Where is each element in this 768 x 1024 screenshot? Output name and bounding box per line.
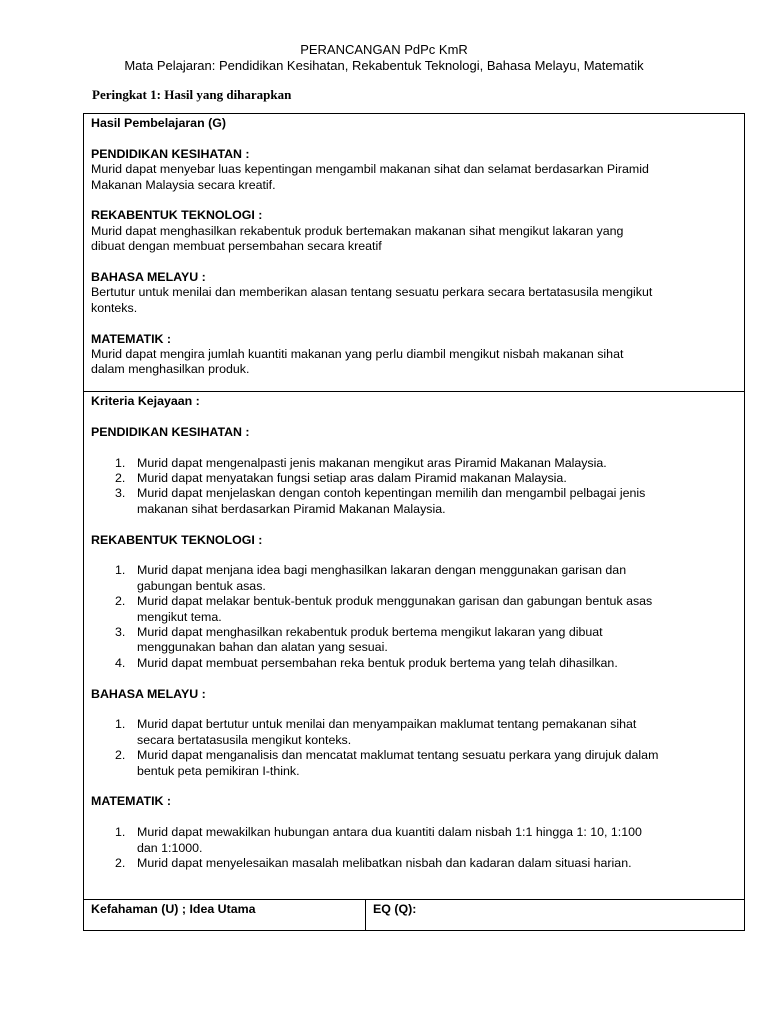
list-item-text: gabungan bentuk asas. — [137, 578, 266, 593]
lo-text-line: Makanan Malaysia secara kreatif. — [91, 177, 276, 192]
lo-text-line: Murid dapat menghasilkan rekabentuk produk bertemakan makanan sihat mengikut lakaran yang — [91, 223, 624, 238]
sc-list-bahasa-melayu — [91, 717, 738, 779]
eq-label: EQ (Q): — [373, 902, 417, 916]
understanding-label: Kefahaman (U) ; Idea Utama — [91, 902, 256, 916]
list-item — [91, 625, 738, 656]
list-item — [91, 717, 738, 748]
success-criteria-box — [83, 391, 745, 900]
list-number: 2. — [115, 594, 126, 609]
lo-heading-bahasa-melayu: BAHASA MELAYU : — [91, 270, 206, 285]
list-item — [91, 563, 738, 594]
lo-text-line: dibuat dengan membuat persembahan secara kreatif — [91, 239, 382, 254]
list-number: 4. — [115, 655, 126, 670]
list-item-text: Murid dapat menyelesaikan masalah melibatkan nisbah dan kadaran dalam situasi harian. — [137, 856, 632, 871]
lo-text-line: konteks. — [91, 300, 138, 315]
understanding-eq-row — [83, 899, 745, 931]
list-item-text: makanan sihat berdasarkan Piramid Makanan Malaysia. — [137, 501, 446, 516]
understanding-cell — [84, 900, 366, 930]
lo-text-line: Murid dapat mengira jumlah kuantiti makanan yang perlu diambil mengikut nisbah makanan sihat — [91, 347, 624, 362]
list-number: 2. — [115, 748, 126, 763]
subjects-line: Mata Pelajaran: Pendidikan Kesihatan, Rekabentuk Teknologi, Bahasa Melayu, Matematik — [124, 58, 644, 73]
list-number: 1. — [115, 455, 126, 470]
lo-text-line: Murid dapat menyebar luas kepentingan mengambil makanan sihat dan selamat berdasarkan Piramid — [91, 162, 649, 177]
sc-heading-rekabentuk-teknologi: REKABENTUK TEKNOLOGI : — [91, 532, 263, 547]
list-item — [91, 594, 738, 625]
list-number: 2. — [115, 471, 126, 485]
list-item-text: secara bertatasusila mengikut konteks. — [137, 732, 352, 747]
learning-outcomes-title: Hasil Pembelajaran (G) — [91, 116, 226, 130]
list-item-text: mengikut tema. — [137, 609, 222, 624]
list-item — [91, 471, 738, 486]
lo-heading-pendidikan-kesihatan: PENDIDIKAN KESIHATAN : — [91, 146, 250, 161]
list-number: 3. — [115, 486, 126, 501]
list-item — [91, 825, 738, 856]
list-item-text: Murid dapat menjana idea bagi menghasilkan lakaran dengan menggunakan garisan dan — [137, 563, 627, 578]
list-item-text: Murid dapat menjelaskan dengan contoh kepentingan memilih dan mengambil pelbagai jenis — [137, 486, 646, 501]
list-number: 1. — [115, 717, 126, 732]
level-heading: Peringkat 1: Hasil yang diharapkan — [92, 87, 292, 102]
list-item-text: Murid dapat menganalisis dan mencatat maklumat tentang sesuatu perkara yang dirujuk dalam — [137, 748, 659, 763]
learning-outcomes-box — [83, 113, 745, 392]
list-number: 2. — [115, 856, 126, 871]
lo-heading-matematik: MATEMATIK : — [91, 331, 172, 346]
list-number: 3. — [115, 625, 126, 640]
sc-heading-bahasa-melayu: BAHASA MELAYU : — [91, 686, 206, 701]
sc-heading-pendidikan-kesihatan: PENDIDIKAN KESIHATAN : — [91, 424, 250, 439]
sc-list-pendidikan-kesihatan — [91, 456, 738, 518]
sc-heading-matematik: MATEMATIK : — [91, 794, 172, 809]
sc-list-matematik — [91, 825, 738, 871]
lo-text-line: Bertutur untuk menilai dan memberikan alasan tentang sesuatu perkara secara bertatasusila mengikut — [91, 285, 653, 300]
list-item-text: bentuk peta pemikiran I-think. — [137, 763, 300, 778]
list-item-text: Murid dapat melakar bentuk-bentuk produk menggunakan garisan dan gabungan bentuk asas — [137, 594, 653, 609]
lo-text-line: dalam menghasilkan produk. — [91, 362, 250, 377]
list-item-text: Murid dapat mewakilkan hubungan antara dua kuantiti dalam nisbah 1:1 hingga 1: 10, 1:100 — [137, 825, 642, 840]
list-item-text: dan 1:1000. — [137, 840, 203, 855]
list-number: 1. — [115, 825, 126, 840]
list-item-text: Murid dapat membuat persembahan reka bentuk produk bertema yang telah dihasilkan. — [137, 655, 618, 670]
list-item — [91, 748, 738, 779]
list-item — [91, 486, 738, 517]
list-item-text: Murid dapat menghasilkan rekabentuk produk bertema mengikut lakaran yang dibuat — [137, 625, 603, 640]
eq-cell — [366, 900, 744, 930]
list-item-text: Murid dapat bertutur untuk menilai dan menyampaikan maklumat tentang pemakanan sihat — [137, 717, 637, 732]
list-item — [91, 456, 738, 471]
lo-heading-rekabentuk-teknologi: REKABENTUK TEKNOLOGI : — [91, 208, 263, 223]
list-number: 1. — [115, 563, 126, 578]
list-item — [91, 856, 738, 871]
success-criteria-title: Kriteria Kejayaan : — [91, 394, 200, 408]
list-item-text: Murid dapat mengenalpasti jenis makanan mengikut aras Piramid Makanan Malaysia. — [137, 455, 607, 470]
list-item-text: menggunakan bahan dan alatan yang sesuai. — [137, 640, 388, 655]
list-item — [91, 656, 738, 671]
sc-list-rekabentuk-teknologi — [91, 563, 738, 671]
document-title: PERANCANGAN PdPc KmR — [300, 42, 468, 57]
list-item-text: Murid dapat menyatakan fungsi setiap aras dalam Piramid makanan Malaysia. — [137, 471, 567, 485]
